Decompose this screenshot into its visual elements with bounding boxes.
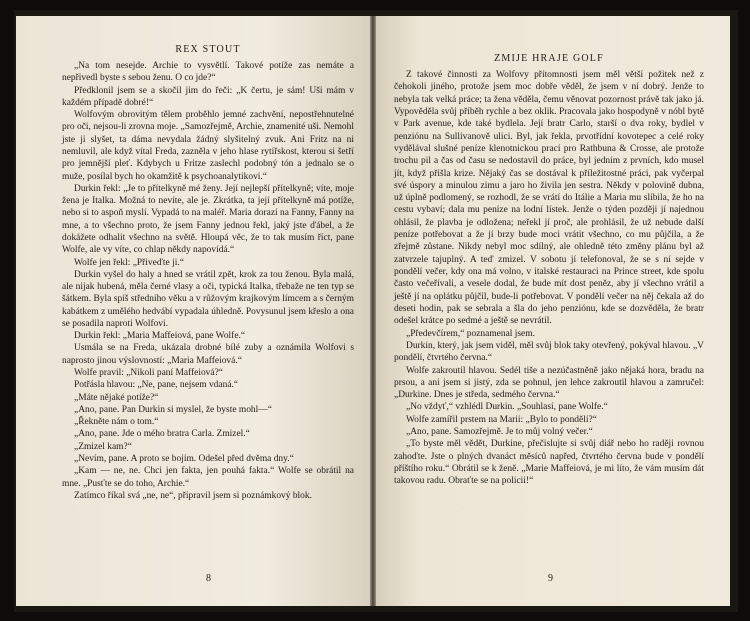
paragraph: Durkin, který, jak jsem viděl, měl svůj blok taky otevřený, pokýval hlavou. „V pondělí, čtvrtého června.“ bbox=[394, 340, 704, 364]
running-head-right: ZMIJE HRAJE GOLF bbox=[494, 53, 604, 64]
paragraph: Durkin vyšel do haly a hned se vrátil zpět, krok za tou ženou. Byla malá, ale nijak hubená, měla černé vlasy a oči, typická Italka, třebaže ne ten typ se šátkem. Byla spíš středního věku a v růžovým krajkovým límcem a s černým kabátkem z umělého hedvábí vypadala úhledně. Povysunul jsem křeslo a ona se posadila naproti Wolfovi. bbox=[62, 269, 354, 329]
paragraph: „Máte nějaké potíže?“ bbox=[74, 392, 159, 403]
paragraph: Wolfe zakroutil hlavou. Sedél tiše a nezúčastněně jako nějaká hora, bradu na prsou, a ani jsem si jistý, zda se pohnul, jen lehce zakroutil hlavou a zamručel: „Durkine. Dnes je středa, sedmého června.“ bbox=[394, 365, 704, 401]
paragraph: „Zmizel kam?“ bbox=[74, 441, 132, 452]
paragraph: „Kam — ne, ne. Chci jen fakta, jen pouhá fakta.“ Wolfe se obrátil na mne. „Pusťte se do toho, Archie.“ bbox=[62, 466, 354, 489]
paragraph: Wolfovým obrovitým tělem proběhlo jemné zachvění, nepostřehnutelné pro oči, nejsou-li zrovna moje. „Samozřejmě, Archie, znamenité uši. Nemohl jste ji slyšet, ta dáma nevydala žádný slyšitelný zvuk. Ani Fritz na ni nemluvil, ale když vítal Fredа, zazněla v jeho hlase rytířskost, kterou si šetří pro jemnější pleť. Kdybych u Fritze zaslechl podobný tón a jednalo se o muže, posílal bych ho okamžitě k psychoanalytikovi.“ bbox=[62, 110, 354, 182]
paragraph: Durkin řekl: „Je to přítelkyně mé ženy. Její nejlepší přítelkyně; víte, moje žena je Italka. Možná to nevíte, ale je. Zkrátka, ta její přítelkyně má potíže, nebo si to aspoň myslí. Vypadá to na maléř. Maria dorazí na Fanny, Fanny na mne, a to všechno proto, že jsem Fanny jednou řekl, jaký jste ďábel, a že dokážete odhalit všechno na světě. Hloupá věc, že to tak musím říct, pane Wolfe, ale vy víte, co chlap někdy napovídá.“ bbox=[62, 183, 354, 256]
paragraph: „Ano, pane. Pan Durkin si myslel, že byste mohl—“ bbox=[74, 404, 272, 415]
paragraph: „No vždyť,“ vzhlédl Durkin. „Souhlasí, pane Wolfe.“ bbox=[406, 402, 608, 413]
paragraph: „Nevím, pane. A proto se bojím. Odešel před dvěma dny.“ bbox=[74, 454, 294, 464]
running-head-left: REX STOUT bbox=[175, 44, 241, 55]
page-number-right: 9 bbox=[548, 573, 553, 584]
paragraph: „Ano, pane. Jde o mého bratra Carla. Zmizel.“ bbox=[74, 429, 250, 440]
paragraph: „To byste měl vědět, Durkine, přečislujte si svůj diář nebo ho raději rovnou zahoďte. Jste o plných dvanáct měsíců napřed, čtvrtého června bude v pondělí příštího roku.“ Obrátil se k ženě. „Marie Maffeiová, je mi líto, že vám musím dát takovou radu. Obraťte se na policii!“ bbox=[394, 439, 704, 487]
open-book bbox=[14, 10, 738, 612]
paragraph: Předklonil jsem se a skočil jim do řeči: „K čertu, je sám! Uši mám v každém případě dobré!“ bbox=[62, 85, 354, 108]
left-page-text bbox=[62, 60, 354, 502]
paragraph: Durkin řekl: „Maria Maffeiová, pane Wolfe.“ bbox=[74, 331, 246, 342]
paragraph: Wolfe jen řekl: „Přiveďte ji.“ bbox=[74, 257, 184, 268]
paragraph: „Řekněte nám o tom.“ bbox=[74, 417, 159, 428]
paragraph: Usmála se na Freda, ukázala drobné bílé zuby a oznámila Wolfovi s naprosto jinou výslovností: „Maria Maffeiová.“ bbox=[62, 343, 354, 366]
paragraph: Zatímco říkal svá „ne, ne“, připravil jsem si poznámkový blok. bbox=[74, 490, 312, 501]
paragraph: Wolfe pravil: „Nikoli paní Maffeiová?“ bbox=[74, 368, 223, 379]
paragraph: Z takové činnosti za Wolfovy přítomnosti jsem měl větší požitek než z čehokoli jiného, protože jsem moc dobře věděl, že jsem v ní dobrý. Jenže to nebyla tak velká práce; ta žena věděla, čemu věnovat pozornost právě tak jako já. Vypověděla svůj příběh rychle a bez oklik. Pracovala jako hospodyně v nóbl bytě v Park avenue, kde také bydlela. Její bratr Carlo, starší o dva roky, bydlel v penziónu na Sullivanově ulici. Byl, jak řekla, prvotřídní kovotepec a celé roky vydělával slušné peníze klenotnickou prací pro Rathbuna & Crosse, ale protože trochu pil a čas od času se nedostavil do práce, byl jedním z prvních, kdo musel jít, když přišla krize. Nějaký čas se dostával k příležitostné práci, pak vyčerpal své úspory a minulou zimu a jaro ho živila jen sestra. Někdy v polovině dubna, už úplně podlomený, se rozhodl, že se vrátí do Itálie a Maria mu slíbila, že ho na cestu vybaví; dala mu peníze na lodní lístek. Jenže o týden později jí najednou ohlásil, že plavba je odložena; neřekl jí proč, ale prohlásil, že už nebude další peníze potřebovat a že jí brzy bude moci vrátit všechno, co mu půjčila, a že zřejmě zůstane. Nikdy nebyl moc sdílný, ale ohledně této změny plánu byl až zatvrzele tajuplný. A teď zmizel. V sobotu jí telefonoval, že se s ní sejde v pondělí večer, kdy ona má volno, v italské restauraci na Prince street, kde spolu často večeřívali, a vesele dodal, že bude mít dost peněz, aby jí všechno vrátil a ještě jí na oplátku půjčil, bude-li potřebovat. V pondělí večer na něj čekala až do deseti hodin, pak se sebrala a šla do jeho penziónu, kde se dozvěděla, že bratr odešel krátce po sedmé a ještě se nevrátil. bbox=[394, 70, 704, 327]
paragraph: Wolfe zamířil prstem na Marii: „Bylo to pondělí?“ bbox=[406, 414, 597, 425]
right-page bbox=[376, 16, 730, 606]
left-page bbox=[16, 16, 370, 606]
right-page-text bbox=[394, 69, 704, 488]
paragraph: „Předevčírem,“ poznamenal jsem. bbox=[406, 328, 535, 339]
paragraph: „Ano, pane. Samozřejmě. Je to můj volný večer.“ bbox=[406, 427, 593, 438]
paragraph: „Na tom nesejde. Archie to vysvětlí. Takové potíže zas nemáte a nepřivedl byste s sebou ženu. O co jde?“ bbox=[62, 61, 354, 84]
page-number-left: 8 bbox=[206, 573, 211, 584]
paragraph: Potřásla hlavou: „Ne, pane, nejsem vdaná.“ bbox=[74, 380, 239, 391]
